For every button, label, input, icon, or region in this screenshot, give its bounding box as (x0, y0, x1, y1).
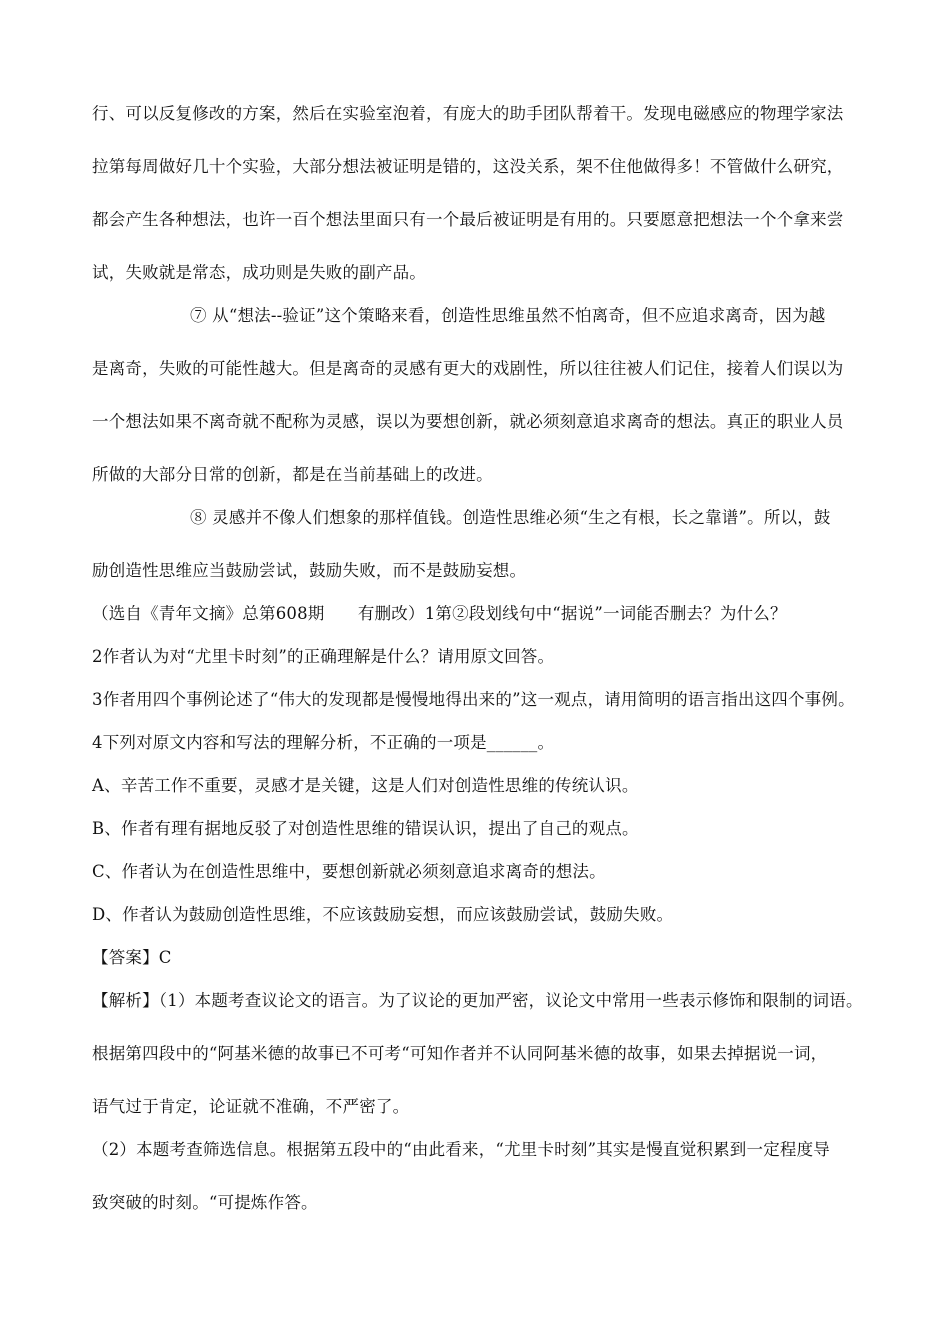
option-b: B、作者有理有据地反驳了对创造性思维的错误认识，提出了自己的观点。 (92, 819, 639, 838)
paragraph-8-line: ⑧ 灵感并不像人们想象的那样值钱。创造性思维必须“生之有根，长之靠谱”。所以，鼓 (190, 508, 831, 527)
question-2: 2作者认为对“尤里卡时刻”的正确理解是什么？请用原文回答。 (92, 647, 555, 666)
paragraph-7-line: ⑦ 从“想法--验证”这个策略来看，创造性思维虽然不怕离奇，但不应追求离奇，因为越 (190, 306, 826, 325)
paragraph-8-line: 励创造性思维应当鼓励尝试，鼓励失败，而不是鼓励妄想。 (92, 561, 527, 580)
paragraph-6-line: 拉第每周做好几十个实验，大部分想法被证明是错的，这没关系，架不住他做得多！不管做什么研究， (92, 157, 844, 176)
paragraph-6-line: 试，失败就是常态，成功则是失败的副产品。 (92, 263, 426, 282)
paragraph-7-line: 是离奇，失败的可能性越大。但是离奇的灵感有更大的戏剧性，所以往往被人们记住，接着人们误以为 (92, 359, 844, 378)
paragraph-7-line: 所做的大部分日常的创新，都是在当前基础上的改进。 (92, 465, 493, 484)
question-3: 3作者用四个事例论述了“伟大的发现都是慢慢地得出来的”这一观点，请用简明的语言指出这四个事例。 (92, 690, 855, 709)
analysis-line: （2）本题考查筛选信息。根据第五段中的“由此看来，“尤里卡时刻”其实是慢直觉积累到一定程度导 (92, 1140, 831, 1159)
option-a: A、辛苦工作不重要，灵感才是关键，这是人们对创造性思维的传统认识。 (92, 776, 639, 795)
question-4: 4下列对原文内容和写法的理解分析，不正确的一项是______。 (92, 733, 555, 752)
option-d: D、作者认为鼓励创造性思维，不应该鼓励妄想，而应该鼓励尝试，鼓励失败。 (92, 905, 674, 924)
source-and-question-1: （选自《青年文摘》总第608期 有删改）1第②段划线句中“据说”一词能否删去？为什么？ (92, 604, 787, 623)
analysis-line: 语气过于肯定，论证就不准确，不严密了。 (92, 1097, 410, 1116)
paragraph-7-line: 一个想法如果不离奇就不配称为灵感，误以为要想创新，就必须刻意追求离奇的想法。真正的职业人员 (92, 412, 844, 431)
analysis-line: 【解析】（1）本题考查议论文的语言。为了议论的更加严密，议论文中常用一些表示修饰和限制的词语。 (92, 991, 863, 1010)
paragraph-6-line: 行、可以反复修改的方案，然后在实验室泡着，有庞大的助手团队帮着干。发现电磁感应的物理学家法 (92, 104, 844, 123)
paragraph-6-line: 都会产生各种想法，也许一百个想法里面只有一个最后被证明是有用的。只要愿意把想法一个个拿来尝 (92, 210, 844, 229)
analysis-line: 根据第四段中的“阿基米德的故事已不可考“可知作者并不认同阿基米德的故事，如果去掉据说一词， (92, 1044, 828, 1063)
analysis-line: 致突破的时刻。“可提炼作答。 (92, 1193, 318, 1212)
option-c: C、作者认为在创造性思维中，要想创新就必须刻意追求离奇的想法。 (92, 862, 606, 881)
answer-line: 【答案】C (92, 948, 172, 967)
